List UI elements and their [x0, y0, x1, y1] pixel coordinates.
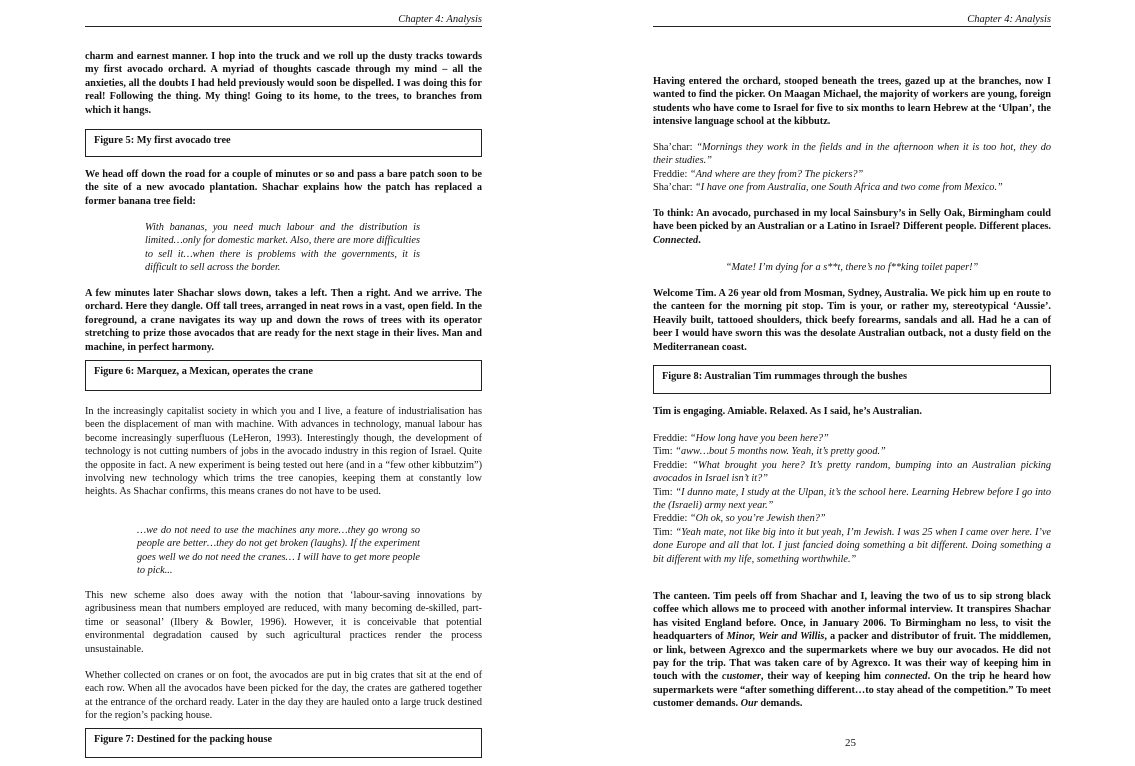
left-paragraph-4: In the increasingly capitalist society in which you and I live, a feature of industrialisation has been the displacement of man with machine. With advances in technology, manual labour has become increasingly superfluous (LeHeron, 1993). Interestingly though, the development of technology is not cutting numbers of jobs in the avocado industry in this region of Israel. Quite the opposite in fact. A new experiment is being tested out here (and in a “few other kibbutzim”) involving new technology which trims the tree canopies, keeping them at constantly low heights. As Shachar confirms, this means cranes do not have to be used. — [85, 406, 482, 498]
dialogue-line: Tim: “Yeah mate, not like big into it but yeah, I’m Jewish. I was 25 when I came over here. I’ve done Europe and all that lot. I just fancied doing something a bit different. Doing something a bit different with my life, something worthwhile.” — [653, 526, 1052, 565]
figure-7-caption: Figure 7: Destined for the packing house — [94, 734, 273, 745]
left-paragraph-5: This new scheme also does away with the notion that ‘labour-saving innovations by agribusiness mean that numbers employed are reduced, with many becoming de-skilled, part-time or seasonal’ (Ilbery & Bowler, 1996). However, it is conceivable that potential environmental degradation caused by such agricultural practices render the process unsustainable. — [85, 590, 482, 655]
left-paragraph-2: We head off down the road for a couple of minutes or so and pass a bare patch soon to be the site of a new avocado plantation. Shachar explains how the patch has replaced a former banana tree field: — [85, 169, 482, 207]
figure-8-caption: Figure 8: Australian Tim rummages through the bushes — [662, 371, 907, 382]
figure-8-caption-box — [653, 365, 1051, 394]
figure-6-caption-box — [85, 360, 482, 391]
right-page-header: Chapter 4: Analysis — [653, 14, 1051, 27]
figure-5-caption-box — [85, 129, 482, 157]
left-paragraph-1: charm and earnest manner. I hop into the truck and we roll up the dusty tracks towards my first avocado orchard. A myriad of thoughts cascade through my mind – all the anxieties, all the doubts I had held previously would soon be dispelled. I was doing this for real! Following the thing. My thing! Going to its home, to the trees, to branches from which it hangs. — [85, 51, 482, 116]
right-paragraph-3: Welcome Tim. A 26 year old from Mosman, Sydney, Australia. We pick him up en route to the canteen for the morning pit stop. Tim is your, or rather my, stereotypical ‘Aussie’. Heavily built, tattooed shoulders, thick beefy forearms, sandals and all. Had he a can of beer I would have sworn this was the desolate Australian outback, not a dusty field on the Mediterranean coast. — [653, 288, 1051, 353]
dialogue-line: Sha’char: “Mornings they work in the fields and in the afternoon when it is too hot, they do their studies.” — [653, 142, 1052, 167]
page-number: 25 — [845, 737, 856, 749]
left-paragraph-3: A few minutes later Shachar slows down, takes a left. Then a right. And we arrive. The orchard. Here they dangle. Off tall trees, arranged in neat rows in a vast, open field. In the foreground, a crane navigates its way up and down the rows of trees with its operator stretching to prize those avocados that are ready for the next stage in their lives. Man and machine, in perfect harmony. — [85, 288, 482, 353]
dialogue-line: Freddie: “Oh ok, so you’re Jewish then?” — [653, 513, 826, 525]
dialogue-line: Tim: “aww…bout 5 months now. Yeah, it’s pretty good.” — [653, 446, 886, 458]
dialogue-line: Tim: “I dunno mate, I study at the Ulpan, it’s the school here. Learning Hebrew before I go into the (Israeli) army next year.” — [653, 486, 1051, 512]
figure-5-caption: Figure 5: My first avocado tree — [94, 135, 231, 146]
left-quote-1: With bananas, you need much labour and the distribution is limited…only for domestic market. Also, there are more difficulties to sell it…when there is problems with the governments, it is difficult to sell across the border. — [145, 222, 420, 274]
right-paragraph-4: Tim is engaging. Amiable. Relaxed. As I said, he’s Australian. — [653, 406, 922, 417]
right-paragraph-2: To think: An avocado, purchased in my local Sainsbury’s in Selly Oak, Birmingham could have been picked by an Australian or a Latino in Israel? Different people. Different places. Connected. — [653, 208, 1051, 246]
left-paragraph-6: Whether collected on cranes or on foot, the avocados are put in big crates that sit at the end of each row. When all the avocados have been picked for the day, the crates are gathered together at the entrance of the orchard ready. Later in the day they are hauled onto a large truck destined for the region’s packing house. — [85, 670, 482, 722]
right-paragraph-5: The canteen. Tim peels off from Shachar and I, leaving the two of us to sip strong black coffee which allows me to proceed with another informal interview. It transpires Shachar has visited England before. Once, in January 2006. To Birmingham no less, to visit the headquarters of Minor, Weir and Willis, a packer and distributor of fruit. The middlemen, or link, between Agrexco and the supermarkets where we buy our avocados. He did not pay for the trip. That was taken care of by Agrexco. It was their way of keeping him in touch with the customer, their way of keeping him connected. On the trip he heard how supermarkets were “after something different…to stay ahead of the competition.” To meet customer demands. Our demands. — [653, 591, 1051, 710]
left-page-header: Chapter 4: Analysis — [85, 14, 482, 27]
dialogue-line: Freddie: “How long have you been here?” — [653, 433, 829, 444]
dialogue-2 — [653, 432, 1051, 566]
right-quote: “Mate! I’m dying for a s**t, there’s no f**king toilet paper!” — [725, 262, 979, 273]
dialogue-line: Freddie: “And where are they from? The pickers?” — [653, 168, 864, 180]
dialogue-line: Sha’char: “I have one from Australia, one South Africa and two come from Mexico.” — [653, 182, 1003, 194]
figure-7-caption-box — [85, 728, 482, 758]
dialogue-1 — [653, 141, 1051, 195]
left-quote-2: …we do not need to use the machines any more…they go wrong so people are better…they do not get broken (laughs). If the experiment goes well we do not need the cranes… I will have to get more people to pick... — [137, 525, 420, 577]
figure-6-caption: Figure 6: Marquez, a Mexican, operates the crane — [94, 366, 313, 377]
dialogue-line: Freddie: “What brought you here? It’s pretty random, bumping into an Australian picking avocados in Israel isn’t it?” — [653, 459, 1051, 485]
right-paragraph-1: Having entered the orchard, stooped beneath the trees, gazed up at the branches, now I wanted to find the picker. On Maagan Michael, the majority of workers are young, foreign students who have come to Israel for five to six months to learn Hebrew at the ‘Ulpan’, the intensive language school at the kibbutz. — [653, 76, 1051, 128]
